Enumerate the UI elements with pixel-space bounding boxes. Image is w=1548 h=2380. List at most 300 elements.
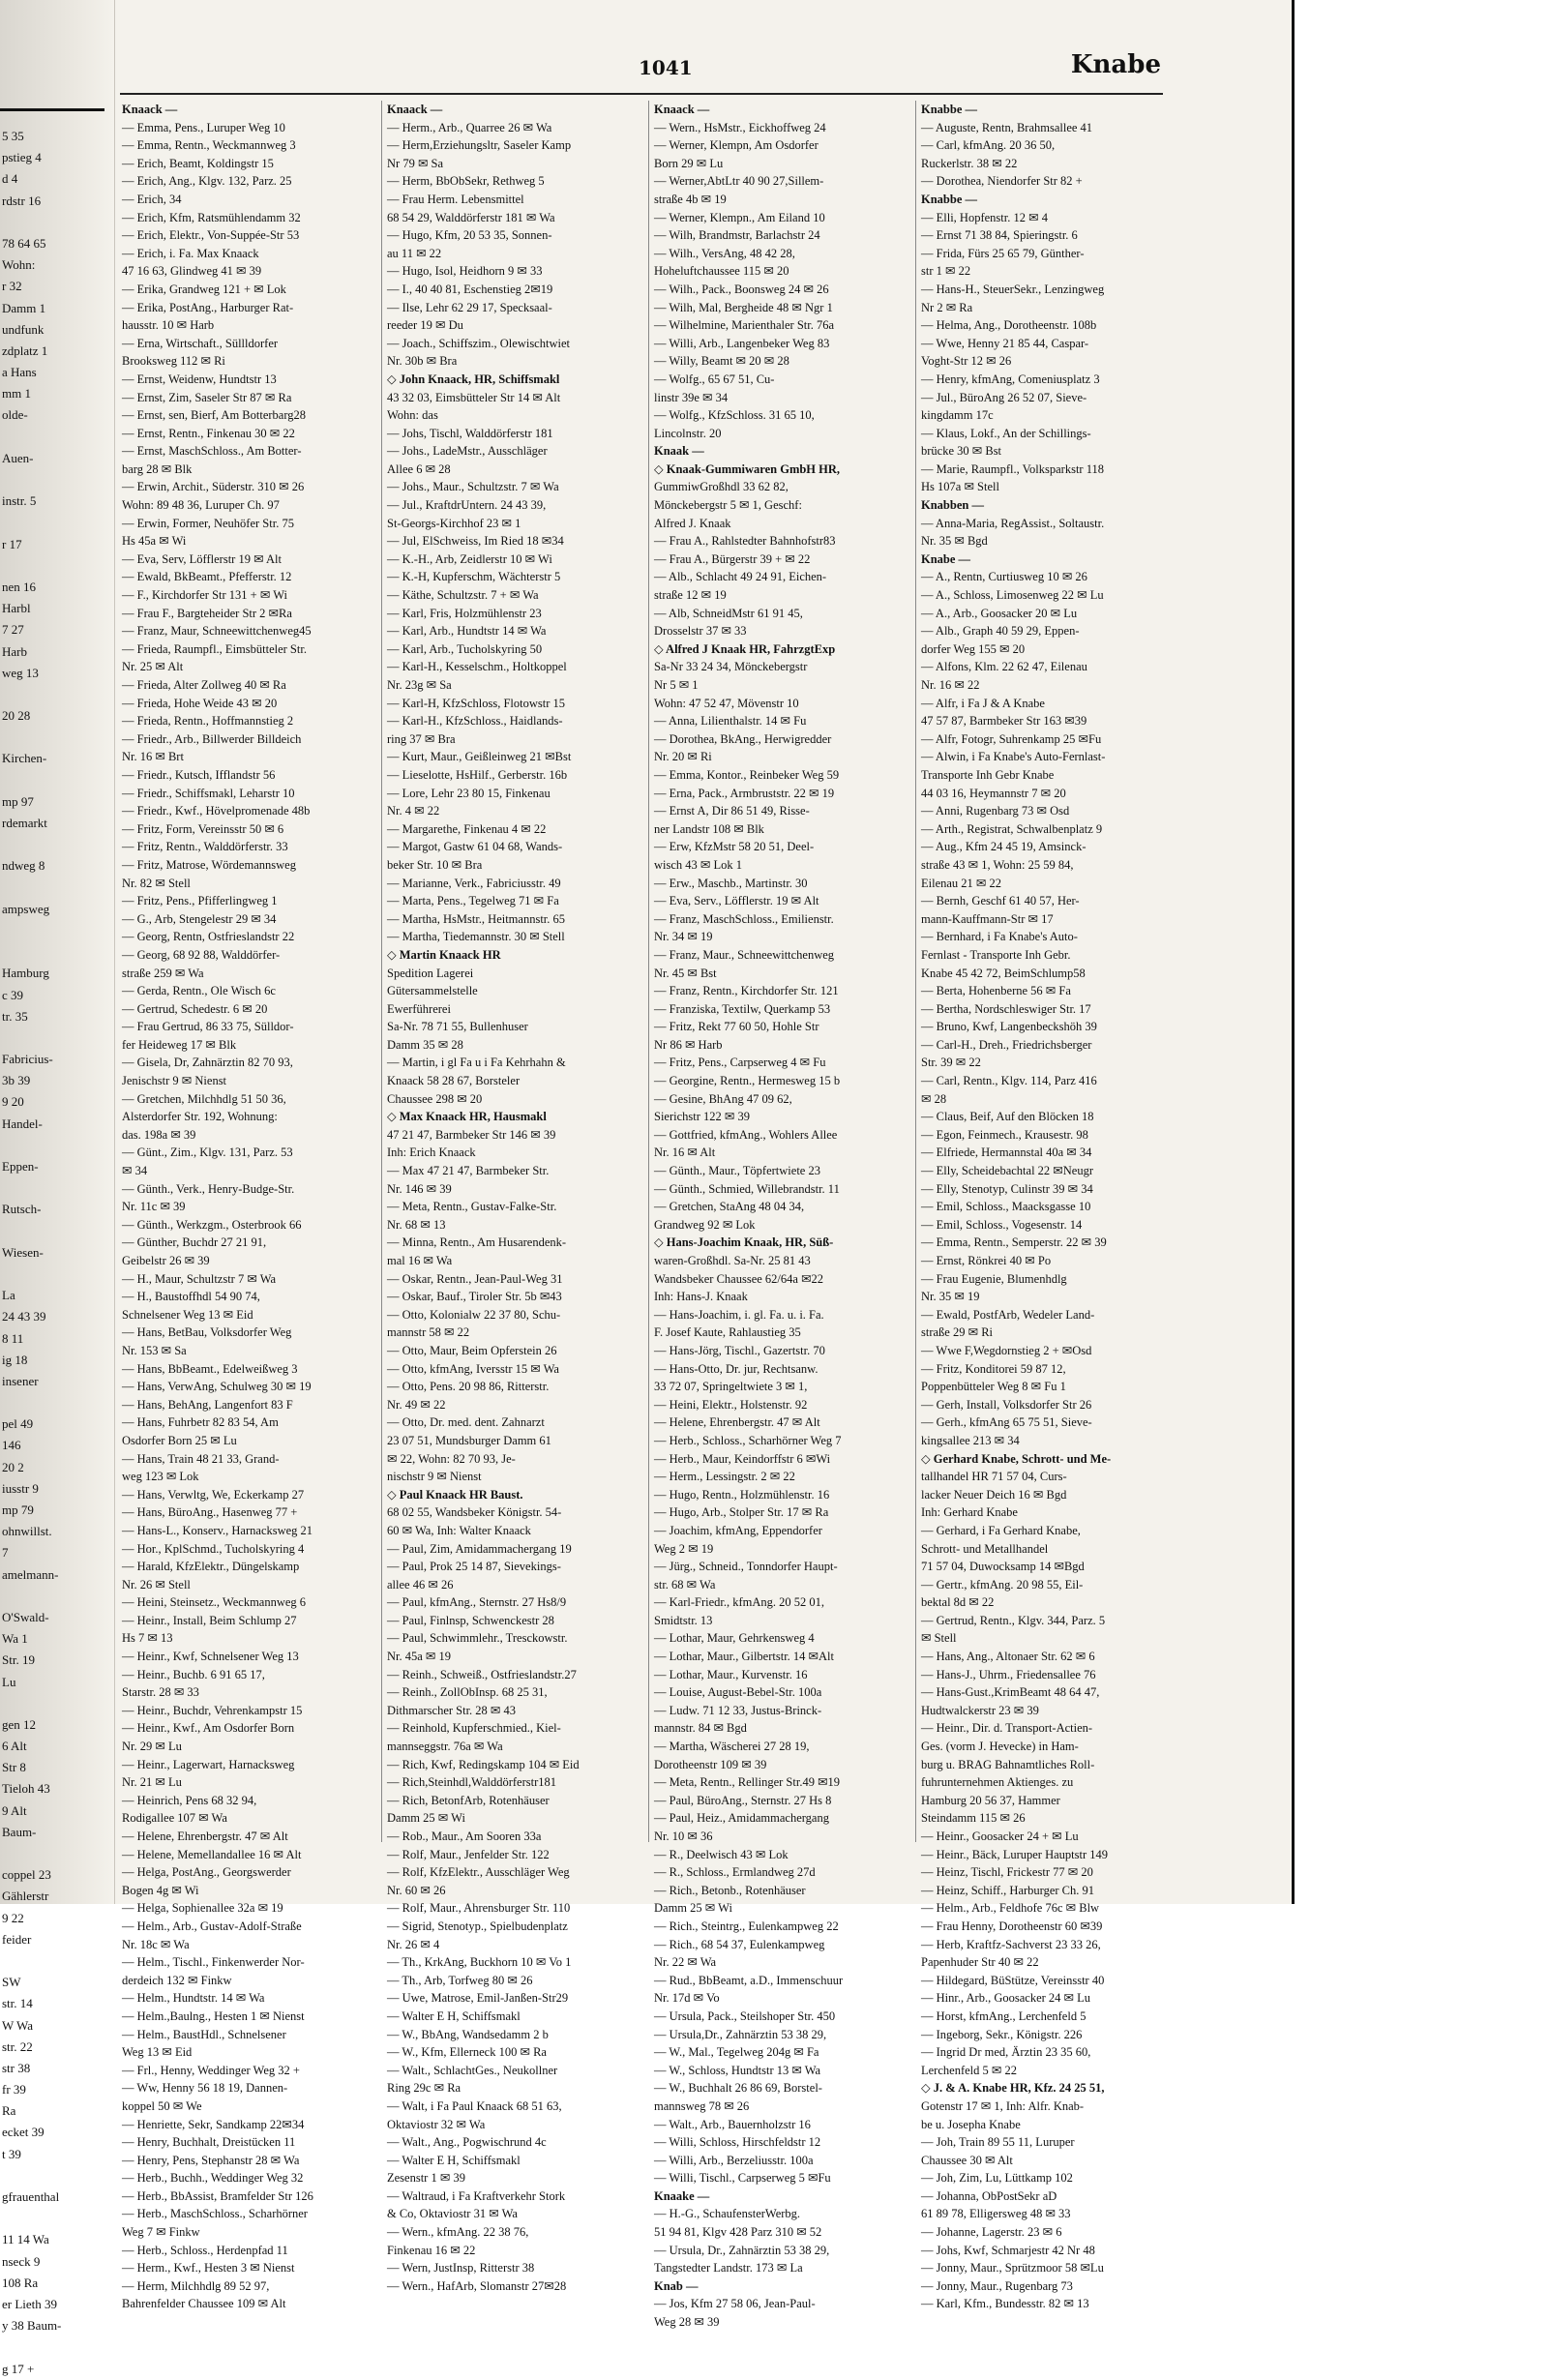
directory-entry: — Wilh, Mal, Bergheide 48 ✉ Ngr 1 bbox=[654, 300, 833, 314]
directory-entry: Inh: Hans-J. Knaak bbox=[654, 1290, 748, 1304]
directory-entry: — Helm., BaustHdl., Schnelsener bbox=[122, 2027, 286, 2041]
directory-entry: — F., Kirchdorfer Str 131 + ✉ Wi bbox=[122, 588, 287, 603]
facing-page-fragment bbox=[2, 920, 106, 941]
directory-entry: mannstr. 84 ✉ Bgd bbox=[654, 1721, 747, 1736]
directory-entry: — H., Maur, Schultzstr 7 ✉ Wa bbox=[122, 1271, 277, 1286]
facing-page-fragment: rdemarkt bbox=[2, 816, 47, 830]
directory-entry: — Ewald, PostfArb, Wedeler Land- bbox=[921, 1307, 1095, 1322]
directory-entry: Nr. 4 ✉ 22 bbox=[387, 804, 440, 818]
directory-entry: — Herb., Schloss., Herdenpfad 11 bbox=[122, 2243, 288, 2257]
directory-entry: — Fritz, Form, Vereinsstr 50 ✉ 6 bbox=[122, 821, 284, 836]
facing-page-fragment: undfunk bbox=[2, 321, 45, 337]
directory-entry: — Hans-L., Konserv., Harnacksweg 21 bbox=[122, 1523, 313, 1537]
directory-entry: — Hugo, Rentn., Holzmühlenstr. 16 bbox=[654, 1487, 830, 1502]
directory-entry: — Berta, Hohenberne 56 ✉ Fa bbox=[921, 984, 1071, 998]
directory-entry: wisch 43 ✉ Lok 1 bbox=[654, 857, 743, 872]
directory-entry: — Günth., Schmied, Willebrandstr. 11 bbox=[654, 1181, 840, 1196]
directory-entry: — Wern., HafArb, Slomanstr 27✉28 bbox=[387, 2278, 567, 2293]
directory-entry: Nr. 26 ✉ Stell bbox=[122, 1577, 191, 1592]
directory-entry: Bogen 4g ✉ Wi bbox=[122, 1883, 199, 1897]
directory-entry: — Günther, Buchdr 27 21 91, bbox=[122, 1235, 267, 1250]
directory-entry: — A., Arb., Goosacker 20 ✉ Lu bbox=[921, 606, 1078, 620]
directory-entry: — Herb, Kraftfz-Sachverst 23 33 26, bbox=[921, 1937, 1101, 1951]
firm-entry: ◇ Gerhard Knabe, Schrott- und Me- bbox=[921, 1451, 1112, 1466]
directory-entry: — Wern., HsMstr., Eickhoffweg 24 bbox=[654, 120, 826, 134]
directory-entry: — Friedr., Kwf., Hövelpromenade 48b bbox=[122, 804, 311, 818]
directory-entry: — W., BbAng, Wandsedamm 2 b bbox=[387, 2027, 549, 2041]
facing-page-fragment: 24 43 39 bbox=[2, 1309, 46, 1324]
facing-page-fragment: pstieg 4 bbox=[2, 150, 42, 165]
directory-entry: Nr. 153 ✉ Sa bbox=[122, 1343, 187, 1357]
directory-entry: — W., Kfm, Ellerneck 100 ✉ Ra bbox=[387, 2045, 547, 2060]
directory-entry: — Wilh., VersAng, 48 42 28, bbox=[654, 246, 795, 260]
directory-entry: Inh: Erich Knaack bbox=[387, 1145, 476, 1160]
directory-entry: 51 94 81, Klgv 428 Parz 310 ✉ 52 bbox=[654, 2225, 822, 2240]
directory-entry: — Franziska, Textilw, Querkamp 53 bbox=[654, 1001, 831, 1016]
directory-entry: — Walt., Ang., Pogwischrund 4c bbox=[387, 2135, 547, 2150]
firm-entry: ◇ Paul Knaack HR Baust. bbox=[387, 1487, 523, 1502]
directory-entry: — Frieda, Hohe Weide 43 ✉ 20 bbox=[122, 696, 278, 710]
facing-page-fragment: nseck 9 bbox=[2, 2253, 41, 2269]
facing-page-fragment: Eppen- bbox=[2, 1159, 39, 1174]
directory-entry: — Käthe, Schultzstr. 7 + ✉ Wa bbox=[387, 588, 539, 603]
directory-entry: — W., Schloss, Hundtstr 13 ✉ Wa bbox=[654, 2063, 821, 2077]
directory-entry: Nr. 45a ✉ 19 bbox=[387, 1650, 452, 1664]
directory-entry: — Heinr., Kwf, Schnelsener Weg 13 bbox=[122, 1650, 299, 1664]
directory-entry: — Horst, kfmAng., Lerchenfeld 5 bbox=[921, 2008, 1087, 2023]
directory-entry: mannsweg 78 ✉ 26 bbox=[654, 2098, 750, 2113]
directory-entry: — H., Baustoffhdl 54 90 74, bbox=[122, 1290, 260, 1304]
directory-entry: Nr 86 ✉ Harb bbox=[654, 1037, 723, 1052]
facing-page-fragment: 3b 39 bbox=[2, 1073, 31, 1088]
facing-page-fragment bbox=[2, 1950, 106, 1972]
facing-page-fragment: 108 Ra bbox=[2, 2275, 39, 2290]
directory-entry: — Hugo, Arb., Stolper Str. 17 ✉ Ra bbox=[654, 1505, 829, 1520]
directory-entry: — W., Buchhalt 26 86 69, Borstel- bbox=[654, 2081, 822, 2096]
directory-entry: — Ursula,Dr., Zahnärztin 53 38 29, bbox=[654, 2027, 827, 2041]
directory-entry: — Erich, i. Fa. Max Knaack bbox=[122, 246, 259, 260]
facing-page-fragment: Str. 19 bbox=[2, 1652, 35, 1668]
facing-page-fragment: O'Swald- bbox=[2, 1609, 49, 1624]
directory-entry: — Marie, Raumpfl., Volksparkstr 118 bbox=[921, 461, 1104, 476]
directory-entry: — Helm., Arb., Gustav-Adolf-Straße bbox=[122, 1919, 302, 1933]
directory-entry: 47 57 87, Barmbeker Str 163 ✉39 bbox=[921, 714, 1087, 729]
facing-page-fragment bbox=[2, 941, 106, 963]
facing-page-fragment: 78 64 65 bbox=[2, 235, 46, 251]
directory-entry: — Elli, Hopfenstr. 12 ✉ 4 bbox=[921, 210, 1048, 224]
directory-entry: 68 02 55, Wandsbeker Königstr. 54- bbox=[387, 1505, 562, 1520]
directory-entry: Spedition Lagerei bbox=[387, 966, 474, 980]
directory-entry: Str. 39 ✉ 22 bbox=[921, 1056, 981, 1070]
directory-entry: — Oskar, Bauf., Tiroler Str. 5b ✉43 bbox=[387, 1290, 562, 1304]
facing-page-fragment: Tieloh 43 bbox=[2, 1781, 50, 1797]
directory-entry: — Werner, Klempn, Am Osdorfer bbox=[654, 138, 819, 153]
directory-entry: — Henry, kfmAng, Comeniusplatz 3 bbox=[921, 372, 1100, 386]
directory-entry: — Franz, Rentn., Kirchdorfer Str. 121 bbox=[654, 984, 839, 998]
facing-page-fragment: Kirchen- bbox=[2, 751, 47, 766]
directory-entry: Gotenstr 17 ✉ 1, Inh: Alfr. Knab- bbox=[921, 2098, 1085, 2113]
facing-page-fragment bbox=[2, 212, 106, 233]
facing-page-fragment bbox=[2, 727, 106, 748]
directory-entry: Hs 7 ✉ 13 bbox=[122, 1631, 173, 1646]
facing-page-fragment: feider bbox=[2, 1931, 32, 1947]
directory-entry: — Joh, Zim, Lu, Lüttkamp 102 bbox=[921, 2171, 1073, 2186]
directory-entry: — Gerh., kfmAng 65 75 51, Sieve- bbox=[921, 1415, 1092, 1430]
facing-page-fragment: instr. 5 bbox=[2, 493, 37, 509]
directory-entry: — Heinr., Goosacker 24 + ✉ Lu bbox=[921, 1830, 1079, 1843]
directory-entry: — Helga, Sophienallee 32a ✉ 19 bbox=[122, 1901, 283, 1916]
directory-entry: — W., Mal., Tegelweg 204g ✉ Fa bbox=[654, 2045, 819, 2060]
directory-entry: — Paul, kfmAng., Sternstr. 27 Hs8/9 bbox=[387, 1595, 567, 1610]
directory-entry: — Joach., Schiffszim., Olewischtwiet bbox=[387, 336, 570, 350]
facing-page-fragment bbox=[2, 1135, 106, 1156]
directory-entry: — Reinhold, Kupferschmied., Kiel- bbox=[387, 1721, 561, 1736]
directory-entry: mannseggstr. 76a ✉ Wa bbox=[387, 1740, 503, 1754]
directory-entry: ✉ 34 bbox=[122, 1164, 148, 1178]
directory-entry: — Hans-Otto, Dr. jur, Rechtsanw. bbox=[654, 1361, 819, 1376]
facing-page-fragment: Fabricius- bbox=[2, 1052, 53, 1067]
directory-entry: — Auguste, Rentn, Brahmsallee 41 bbox=[921, 120, 1093, 134]
directory-entry: — Paul, Zim, Amidammachergang 19 bbox=[387, 1541, 572, 1556]
directory-entry: — Emma, Rentn., Weckmannweg 3 bbox=[122, 138, 296, 153]
directory-entry: — Rich,Steinhdl,Walddörferstr181 bbox=[387, 1775, 557, 1790]
directory-entry: — Hans, BehAng, Langenfort 83 F bbox=[122, 1397, 293, 1412]
directory-entry: — Lothar, Maur., Gilbertstr. 14 ✉Alt bbox=[654, 1650, 834, 1664]
directory-entry: — Alb, SchneidMstr 61 91 45, bbox=[654, 606, 803, 620]
directory-entry: Hudtwalckerstr 23 ✉ 39 bbox=[921, 1703, 1039, 1717]
directory-entry: str 1 ✉ 22 bbox=[921, 264, 971, 279]
directory-entry: mal 16 ✉ Wa bbox=[387, 1254, 453, 1267]
facing-page-fragment: mm 1 bbox=[2, 386, 31, 402]
directory-entry: — Wolfg., 65 67 51, Cu- bbox=[654, 372, 775, 386]
directory-entry: — Walter E H, Schiffsmakl bbox=[387, 2008, 521, 2023]
directory-entry: Wandsbeker Chaussee 62/64a ✉22 bbox=[654, 1271, 824, 1286]
directory-entry: Nr. 18c ✉ Wa bbox=[122, 1937, 190, 1951]
facing-page-fragment: Auen- bbox=[2, 450, 34, 465]
directory-entry: — Erich, Ang., Klgv. 132, Parz. 25 bbox=[122, 174, 292, 189]
facing-page-fragment: Wiesen- bbox=[2, 1244, 44, 1260]
directory-entry: Nr. 23g ✉ Sa bbox=[387, 678, 452, 692]
directory-entry: — Erwin, Archit., Süderstr. 310 ✉ 26 bbox=[122, 480, 305, 494]
directory-entry: — Gesine, BhAng 47 09 62, bbox=[654, 1091, 792, 1106]
directory-entry: Nr. 35 ✉ Bgd bbox=[921, 534, 988, 549]
directory-entry: — Kurt, Maur., Geißleinweg 21 ✉Bst bbox=[387, 750, 572, 764]
facing-page-fragment: str. 22 bbox=[2, 2038, 33, 2054]
directory-entry: — Frieda, Raumpfl., Eimsbütteler Str. bbox=[122, 641, 307, 656]
directory-entry: — Dorothea, BkAng., Herwigredder bbox=[654, 731, 832, 746]
facing-page-fragment: 9 22 bbox=[2, 1910, 24, 1925]
directory-entry: Nr 2 ✉ Ra bbox=[921, 300, 973, 314]
facing-page-fragment: a Hans bbox=[2, 365, 37, 380]
directory-entry: — Ww, Henny 56 18 19, Dannen- bbox=[122, 2081, 288, 2096]
directory-entry: — Jul., KraftdrUntern. 24 43 39, bbox=[387, 498, 547, 513]
directory-entry: — Alwin, i Fa Knabe's Auto-Fernlast- bbox=[921, 750, 1106, 764]
directory-entry: — Uwe, Matrose, Emil-Janßen-Str29 bbox=[387, 1991, 569, 2006]
directory-entry: Smidtstr. 13 bbox=[654, 1613, 713, 1627]
directory-entry: — Rich, Kwf, Redingskamp 104 ✉ Eid bbox=[387, 1757, 580, 1771]
directory-entry: Alsterdorfer Str. 192, Wohnung: bbox=[122, 1110, 278, 1124]
directory-entry: burg u. BRAG Bahnamtliches Roll- bbox=[921, 1757, 1095, 1771]
directory-entry: Wohn: 89 48 36, Luruper Ch. 97 bbox=[122, 498, 280, 513]
directory-entry: — Walt., Arb., Bauernholzstr 16 bbox=[654, 2117, 811, 2131]
directory-entry: — Karl, Fris, Holzmühlenstr 23 bbox=[387, 606, 542, 620]
surname-heading: Knaake — bbox=[654, 2188, 710, 2203]
directory-entry: — Ursula, Pack., Steilshoper Str. 450 bbox=[654, 2008, 836, 2023]
directory-entry: mannstr 58 ✉ 22 bbox=[387, 1325, 470, 1340]
directory-entry: — Elly, Scheidebachtal 22 ✉Neugr bbox=[921, 1164, 1094, 1178]
directory-entry: — Rud., BbBeamt, a.D., Immenschuur bbox=[654, 1973, 844, 1987]
directory-entry: — Lieselotte, HsHilf., Gerberstr. 16b bbox=[387, 767, 568, 782]
directory-entry: — Hans-Joachim, i. gl. Fa. u. i. Fa. bbox=[654, 1307, 824, 1322]
column-divider bbox=[915, 101, 916, 1842]
surname-heading: Knabbe — bbox=[921, 192, 978, 206]
directory-entry: barg 28 ✉ Blk bbox=[122, 461, 193, 476]
directory-entry: — A., Rentn, Curtiusweg 10 ✉ 26 bbox=[921, 570, 1087, 584]
directory-entry: — Elfriede, Hermannstal 40a ✉ 34 bbox=[921, 1145, 1092, 1160]
directory-entry: — Marianne, Verk., Fabriciusstr. 49 bbox=[387, 876, 561, 890]
directory-entry: — Paul, Heiz., Amidammachergang bbox=[654, 1811, 829, 1826]
facing-page-fragment: 6 Alt bbox=[2, 1739, 27, 1754]
directory-entry: — Anna, Lilienthalstr. 14 ✉ Fu bbox=[654, 714, 807, 729]
facing-page-rule bbox=[0, 108, 104, 111]
directory-entry: Weg 13 ✉ Eid bbox=[122, 2045, 193, 2060]
directory-entry: Lerchenfeld 5 ✉ 22 bbox=[921, 2063, 1017, 2077]
column-divider bbox=[381, 101, 382, 1842]
directory-entry: — Erich, Beamt, Koldingstr 15 bbox=[122, 156, 274, 170]
directory-column-3 bbox=[654, 101, 915, 2332]
directory-entry: — Herb., Maur, Keindorffstr 6 ✉Wi bbox=[654, 1451, 831, 1466]
directory-entry: — Erna, Wirtschaft., Süllldorfer bbox=[122, 336, 279, 350]
directory-entry: — Frau A., Rahlstedter Bahnhofstr83 bbox=[654, 534, 836, 549]
directory-entry: Voght-Str 12 ✉ 26 bbox=[921, 354, 1012, 369]
directory-entry: — Joachim, kfmAng, Eppendorfer bbox=[654, 1523, 822, 1537]
directory-entry: — Otto, Maur, Beim Opferstein 26 bbox=[387, 1343, 557, 1357]
directory-entry: — Wilhelmine, Marienthaler Str. 76a bbox=[654, 318, 835, 333]
facing-page-fragment: zdplatz 1 bbox=[2, 342, 48, 358]
directory-entry: — Ingrid Dr med, Ärztin 23 35 60, bbox=[921, 2045, 1091, 2060]
facing-page-fragment: r 17 bbox=[2, 536, 22, 551]
directory-entry: — Helm., Arb., Feldhofe 76c ✉ Blw bbox=[921, 1901, 1100, 1916]
directory-entry: nischstr 9 ✉ Nienst bbox=[387, 1470, 482, 1484]
directory-entry: — Johs, Tischl, Walddörferstr 181 bbox=[387, 426, 553, 440]
directory-entry: — Frau Herm. Lebensmittel bbox=[387, 192, 524, 206]
firm-entry: ◇ John Knaack, HR, Schiffsmakl bbox=[387, 372, 560, 386]
directory-entry: — Wilh., Pack., Boonsweg 24 ✉ 26 bbox=[654, 282, 829, 296]
directory-entry: 47 16 63, Glindweg 41 ✉ 39 bbox=[122, 264, 262, 279]
surname-heading: Knabben — bbox=[921, 498, 984, 513]
directory-entry: Zesenstr 1 ✉ 39 bbox=[387, 2171, 465, 2186]
directory-entry: — Emil, Schloss., Vogesenstr. 14 bbox=[921, 1217, 1083, 1232]
directory-entry: — K.-H, Kupferschm, Wächterstr 5 bbox=[387, 570, 561, 584]
directory-entry: — Emma, Kontor., Reinbeker Weg 59 bbox=[654, 767, 840, 782]
directory-entry: ✉ 22, Wohn: 82 70 93, Je- bbox=[387, 1451, 516, 1466]
facing-page-edge bbox=[0, 0, 115, 2376]
directory-entry: — Wwe, Henny 21 85 44, Caspar- bbox=[921, 336, 1089, 350]
directory-entry: hausstr. 10 ✉ Harb bbox=[122, 318, 215, 333]
directory-entry: — Franz, Maur, Schneewittchenweg45 bbox=[122, 624, 312, 639]
directory-entry: — Willi, Schloss, Hirschfeldstr 12 bbox=[654, 2135, 821, 2150]
facing-page-fragment: mp 79 bbox=[2, 1502, 34, 1517]
directory-entry: — Lothar, Maur., Kurvenstr. 16 bbox=[654, 1667, 808, 1681]
directory-entry: brücke 30 ✉ Bst bbox=[921, 444, 1002, 459]
firm-entry: ◇ Hans-Joachim Knaak, HR, Süß- bbox=[654, 1235, 834, 1250]
directory-entry: — Hans, Fuhrbetr 82 83 54, Am bbox=[122, 1415, 279, 1430]
directory-entry: F. Josef Kaute, Rahlaustieg 35 bbox=[654, 1325, 801, 1340]
directory-entry: Drosselstr 37 ✉ 33 bbox=[654, 624, 747, 639]
directory-entry: — Günt., Zim., Klgv. 131, Parz. 53 bbox=[122, 1145, 293, 1160]
directory-entry: — Karl-H, KfzSchloss, Flotowstr 15 bbox=[387, 696, 566, 710]
directory-entry: straße 29 ✉ Ri bbox=[921, 1325, 994, 1340]
surname-heading: Knabbe — bbox=[921, 103, 978, 116]
directory-entry: Nr. 26 ✉ 4 bbox=[387, 1937, 440, 1951]
directory-entry: — Reinh., ZollObInsp. 68 25 31, bbox=[387, 1685, 548, 1700]
directory-entry: — Th., Arb, Torfweg 80 ✉ 26 bbox=[387, 1973, 533, 1987]
facing-page-fragment: Harbl bbox=[2, 601, 31, 616]
directory-entry: — Eva, Serv, Löfflerstr 19 ✉ Alt bbox=[122, 551, 282, 566]
directory-entry: Schnelsener Weg 13 ✉ Eid bbox=[122, 1307, 253, 1322]
directory-entry: linstr 39e ✉ 34 bbox=[654, 390, 729, 404]
directory-entry: Geibelstr 26 ✉ 39 bbox=[122, 1254, 210, 1267]
directory-entry: — Rolf, Maur., Ahrensburger Str. 110 bbox=[387, 1901, 571, 1916]
directory-entry: — Egon, Feinmech., Krausestr. 98 bbox=[921, 1127, 1088, 1142]
facing-page-fragment: d 4 bbox=[2, 171, 18, 187]
directory-entry: — Jul., BüroAng 26 52 07, Sieve- bbox=[921, 390, 1087, 404]
directory-entry: — Ernst, Rönkrei 40 ✉ Po bbox=[921, 1254, 1052, 1267]
directory-entry: — Rolf, KfzElektr., Ausschläger Weg bbox=[387, 1865, 570, 1880]
directory-entry: — R., Deelwisch 43 ✉ Lok bbox=[654, 1847, 789, 1861]
directory-entry: St-Georgs-Kirchhof 23 ✉ 1 bbox=[387, 516, 521, 530]
directory-entry: — Herm., Arb., Quarree 26 ✉ Wa bbox=[387, 120, 552, 134]
directory-entry: Nr. 45 ✉ Bst bbox=[654, 966, 717, 980]
directory-entry: Nr. 20 ✉ Ri bbox=[654, 750, 712, 764]
directory-entry: — Hans-J., Uhrm., Friedensallee 76 bbox=[921, 1667, 1096, 1681]
facing-page-fragment bbox=[2, 1177, 106, 1199]
directory-entry: — Helene, Ehrenbergstr. 47 ✉ Alt bbox=[122, 1830, 288, 1843]
directory-entry: — Emma, Pens., Luruper Weg 10 bbox=[122, 120, 285, 134]
directory-entry: kingsallee 213 ✉ 34 bbox=[921, 1433, 1020, 1447]
directory-entry: — Hans-Gust.,KrimBeamt 48 64 47, bbox=[921, 1685, 1100, 1700]
facing-page-fragment bbox=[2, 2165, 106, 2187]
directory-entry: Oktaviostr 32 ✉ Wa bbox=[387, 2117, 486, 2131]
directory-entry: Steindamm 115 ✉ 26 bbox=[921, 1811, 1026, 1826]
directory-entry: — Hor., KplSchmd., Tucholskyring 4 bbox=[122, 1541, 305, 1556]
directory-entry: — Friedr., Schiffsmakl, Leharstr 10 bbox=[122, 786, 295, 800]
directory-entry: — Bruno, Kwf, Langenbeckshöh 39 bbox=[921, 1020, 1097, 1034]
firm-entry: ◇ Martin Knaack HR bbox=[387, 947, 501, 962]
directory-entry: — Alfr, Fotogr, Suhrenkamp 25 ✉Fu bbox=[921, 731, 1102, 746]
facing-page-fragment: 9 20 bbox=[2, 1094, 24, 1110]
facing-page-fragment bbox=[2, 770, 106, 791]
directory-entry: — Helene, Memellandallee 16 ✉ Alt bbox=[122, 1847, 302, 1861]
directory-entry: Finkenau 16 ✉ 22 bbox=[387, 2243, 476, 2257]
directory-entry: Nr. 30b ✉ Bra bbox=[387, 354, 458, 369]
directory-entry: — Wern., kfmAng. 22 38 76, bbox=[387, 2225, 529, 2240]
directory-entry: Weg 2 ✉ 19 bbox=[654, 1541, 714, 1556]
firm-entry: ◇ Knaak-Gummiwaren GmbH HR, bbox=[654, 461, 841, 476]
directory-entry: — Reinh., Schweiß., Ostfrieslandstr.27 bbox=[387, 1667, 577, 1681]
directory-entry: Mönckebergstr 5 ✉ 1, Geschf: bbox=[654, 498, 802, 513]
directory-entry: — Margot, Gastw 61 04 68, Wands- bbox=[387, 840, 563, 854]
directory-entry: — Herm,Erziehungsltr, Saseler Kamp bbox=[387, 138, 572, 153]
directory-entry: — Willi, Tischl., Carpserweg 5 ✉Fu bbox=[654, 2171, 831, 2186]
directory-entry: — Hildegard, BüStütze, Vereinsstr 40 bbox=[921, 1973, 1105, 1987]
facing-page-fragment: t 39 bbox=[2, 2146, 21, 2161]
directory-entry: — Hinr., Arb., Goosacker 24 ✉ Lu bbox=[921, 1991, 1091, 2006]
directory-entry: — Frau Henny, Dorotheenstr 60 ✉39 bbox=[921, 1919, 1103, 1933]
directory-entry: — Gertrud, Schedestr. 6 ✉ 20 bbox=[122, 1001, 268, 1016]
directory-entry: str. 68 ✉ Wa bbox=[654, 1577, 716, 1592]
facing-page-fragment bbox=[2, 2208, 106, 2229]
facing-page-fragment: amelmann- bbox=[2, 1566, 59, 1582]
directory-entry: — Harald, KfzElektr., Düngelskamp bbox=[122, 1560, 300, 1574]
facing-page-fragment: tr. 35 bbox=[2, 1008, 28, 1024]
directory-entry: — Ilse, Lehr 62 29 17, Specksaal- bbox=[387, 300, 552, 314]
directory-entry: — Fritz, Matrose, Wördemannsweg bbox=[122, 857, 296, 872]
directory-entry: — Hans, Train 48 21 33, Grand- bbox=[122, 1451, 280, 1466]
directory-entry: — Lore, Lehr 23 80 15, Finkenau bbox=[387, 786, 551, 800]
directory-entry: — Alb., Schlacht 49 24 91, Eichen- bbox=[654, 570, 827, 584]
directory-entry: — Minna, Rentn., Am Husarendenk- bbox=[387, 1235, 567, 1250]
directory-entry: waren-Großhdl. Sa-Nr. 25 81 43 bbox=[654, 1254, 811, 1267]
facing-page-fragment bbox=[2, 427, 106, 448]
directory-entry: Nr 5 ✉ 1 bbox=[654, 678, 699, 692]
facing-page-fragment bbox=[2, 469, 106, 491]
directory-entry: — Gerda, Rentn., Ole Wisch 6c bbox=[122, 984, 276, 998]
directory-entry: — Heinrich, Pens 68 32 94, bbox=[122, 1793, 257, 1807]
directory-entry: — Paul, Prok 25 14 87, Sievekings- bbox=[387, 1560, 561, 1574]
directory-entry: & Co, Oktaviostr 31 ✉ Wa bbox=[387, 2207, 518, 2221]
facing-page-fragment: r 32 bbox=[2, 279, 22, 294]
directory-entry: Nr. 21 ✉ Lu bbox=[122, 1775, 182, 1790]
directory-entry: — Aug., Kfm 24 45 19, Amsinck- bbox=[921, 840, 1087, 854]
directory-entry: Eilenau 21 ✉ 22 bbox=[921, 876, 1002, 890]
facing-page-fragment: 8 11 bbox=[2, 1330, 24, 1346]
directory-entry: Schrott- und Metallhandel bbox=[921, 1541, 1049, 1556]
directory-entry: Dithmarscher Str. 28 ✉ 43 bbox=[387, 1703, 517, 1717]
facing-page-fragment: Ra bbox=[2, 2103, 16, 2119]
directory-entry: — Carl, Rentn., Klgv. 114, Parz 416 bbox=[921, 1074, 1097, 1088]
facing-page-fragment: er Lieth 39 bbox=[2, 2296, 58, 2311]
directory-entry: — Herm., Lessingstr. 2 ✉ 22 bbox=[654, 1470, 795, 1484]
directory-entry: straße 43 ✉ 1, Wohn: 25 59 84, bbox=[921, 857, 1074, 872]
facing-page-fragment: mp 97 bbox=[2, 793, 34, 809]
directory-entry: — Walt., SchlachtGes., Neukollner bbox=[387, 2063, 558, 2077]
directory-entry: 23 07 51, Mundsburger Damm 61 bbox=[387, 1433, 551, 1447]
directory-entry: — Frieda, Alter Zollweg 40 ✉ Ra bbox=[122, 678, 286, 692]
facing-page-fragment: Harb bbox=[2, 643, 27, 659]
directory-entry: — Fritz, Rekt 77 60 50, Hohle Str bbox=[654, 1020, 819, 1034]
directory-entry: Papenhuder Str 40 ✉ 22 bbox=[921, 1955, 1039, 1970]
facing-page-fragment: ampsweg bbox=[2, 901, 50, 916]
directory-entry: — Franz, MaschSchloss., Emilienstr. bbox=[654, 911, 834, 926]
facing-page-fragment: ig 18 bbox=[2, 1352, 28, 1367]
facing-page-fragment: gfrauenthal bbox=[2, 2189, 60, 2204]
directory-entry: Weg 7 ✉ Finkw bbox=[122, 2225, 200, 2240]
facing-page-fragment: Lu bbox=[2, 1674, 16, 1689]
directory-entry: 61 89 78, Elligersweg 48 ✉ 33 bbox=[921, 2207, 1071, 2221]
directory-entry: 71 57 04, Duwocksamp 14 ✉Bgd bbox=[921, 1560, 1085, 1574]
directory-entry: — Oskar, Rentn., Jean-Paul-Weg 31 bbox=[387, 1271, 563, 1286]
directory-entry: — Sigrid, Stenotyp., Spielbudenplatz bbox=[387, 1919, 568, 1933]
directory-entry: Bahrenfelder Chaussee 109 ✉ Alt bbox=[122, 2297, 286, 2311]
directory-column-1 bbox=[122, 101, 383, 2313]
directory-entry: — Johs., LadeMstr., Ausschläger bbox=[387, 444, 548, 459]
directory-entry: Damm 25 ✉ Wi bbox=[387, 1811, 465, 1826]
directory-entry: — Frau Gertrud, 86 33 75, Sülldor- bbox=[122, 1020, 294, 1034]
directory-entry: Hs 107a ✉ Stell bbox=[921, 480, 999, 494]
directory-entry: — Paul, Finlnsp, Schwenckestr 28 bbox=[387, 1613, 554, 1627]
directory-entry: — Jürg., Schneid., Tonndorfer Haupt- bbox=[654, 1560, 838, 1574]
